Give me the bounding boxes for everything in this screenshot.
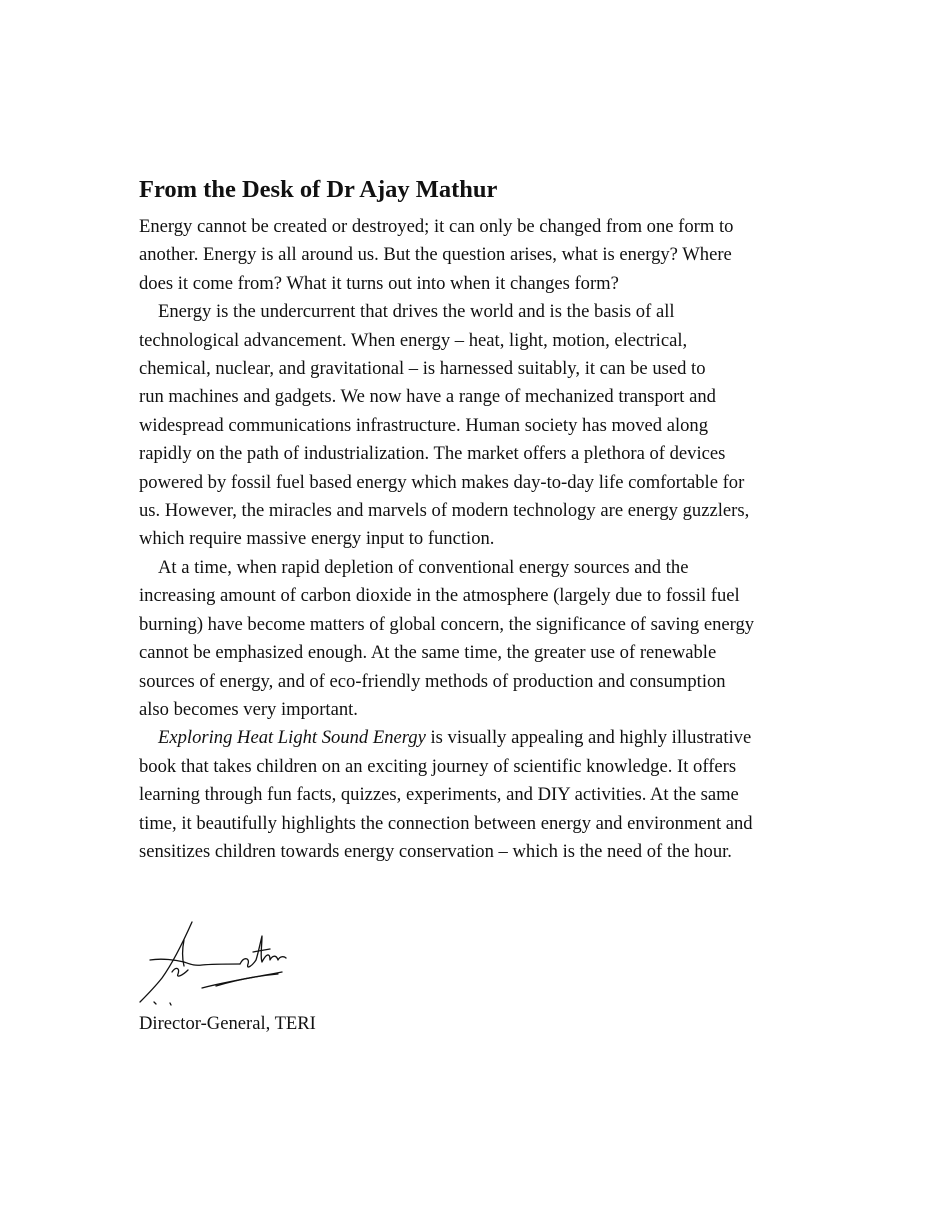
text-line: us. However, the miracles and marvels of modern technology are energy guzzlers, xyxy=(139,500,750,522)
text-line: burning) have become matters of global concern, the significance of saving energy xyxy=(139,613,755,635)
paragraph-2 xyxy=(139,298,819,554)
text-line: another. Energy is all around us. But the question arises, what is energy? Where xyxy=(139,244,732,266)
text-line: time, it beautifully highlights the connection between energy and environment and xyxy=(139,812,753,834)
text-line: Energy is the undercurrent that drives the world and is the basis of all xyxy=(158,301,675,323)
book-title: Exploring Heat Light Sound Energy xyxy=(158,727,426,749)
paragraph-3 xyxy=(139,554,819,724)
page-title: From the Desk of Dr Ajay Mathur xyxy=(139,176,498,203)
text-fragment: is visually appealing and highly illustrative xyxy=(425,727,752,749)
text-line: sources of energy, and of eco-friendly methods of production and consumption xyxy=(139,670,726,692)
text-line: sensitizes children towards energy conservation – which is the need of the hour. xyxy=(139,840,732,862)
text-line: learning through fun facts, quizzes, experiments, and DIY activities. At the same xyxy=(139,784,739,806)
text-line: also becomes very important. xyxy=(139,698,358,720)
text-line: Energy cannot be created or destroyed; it can only be changed from one form to xyxy=(139,216,734,237)
text-line: At a time, when rapid depletion of conventional energy sources and the xyxy=(158,556,689,578)
text-line: rapidly on the path of industrialization. The market offers a plethora of devices xyxy=(139,443,726,465)
text-line: book that takes children on an exciting journey of scientific knowledge. It offers xyxy=(139,755,737,777)
letter-body xyxy=(139,173,819,866)
text-line: widespread communications infrastructure. Human society has moved along xyxy=(139,414,709,436)
text-line: run machines and gadgets. We now have a range of mechanized transport and xyxy=(139,386,716,408)
text-line: chemical, nuclear, and gravitational – is harnessed suitably, it can be used to xyxy=(139,358,706,380)
text-line xyxy=(139,724,819,752)
handwritten-signature xyxy=(132,918,292,1010)
paragraph-1 xyxy=(139,213,819,298)
signatory-title: Director-General, TERI xyxy=(139,1013,316,1034)
text-line: which require massive energy input to function. xyxy=(139,528,495,550)
paragraph-4 xyxy=(139,724,819,866)
text-line: powered by fossil fuel based energy which makes day-to-day life comfortable for xyxy=(139,471,745,493)
text-line: increasing amount of carbon dioxide in the atmosphere (largely due to fossil fuel xyxy=(139,585,740,607)
text-line: technological advancement. When energy – heat, light, motion, electrical, xyxy=(139,329,688,351)
text-line: does it come from? What it turns out into when it changes form? xyxy=(139,272,619,294)
text-line: cannot be emphasized enough. At the same time, the greater use of renewable xyxy=(139,642,717,664)
